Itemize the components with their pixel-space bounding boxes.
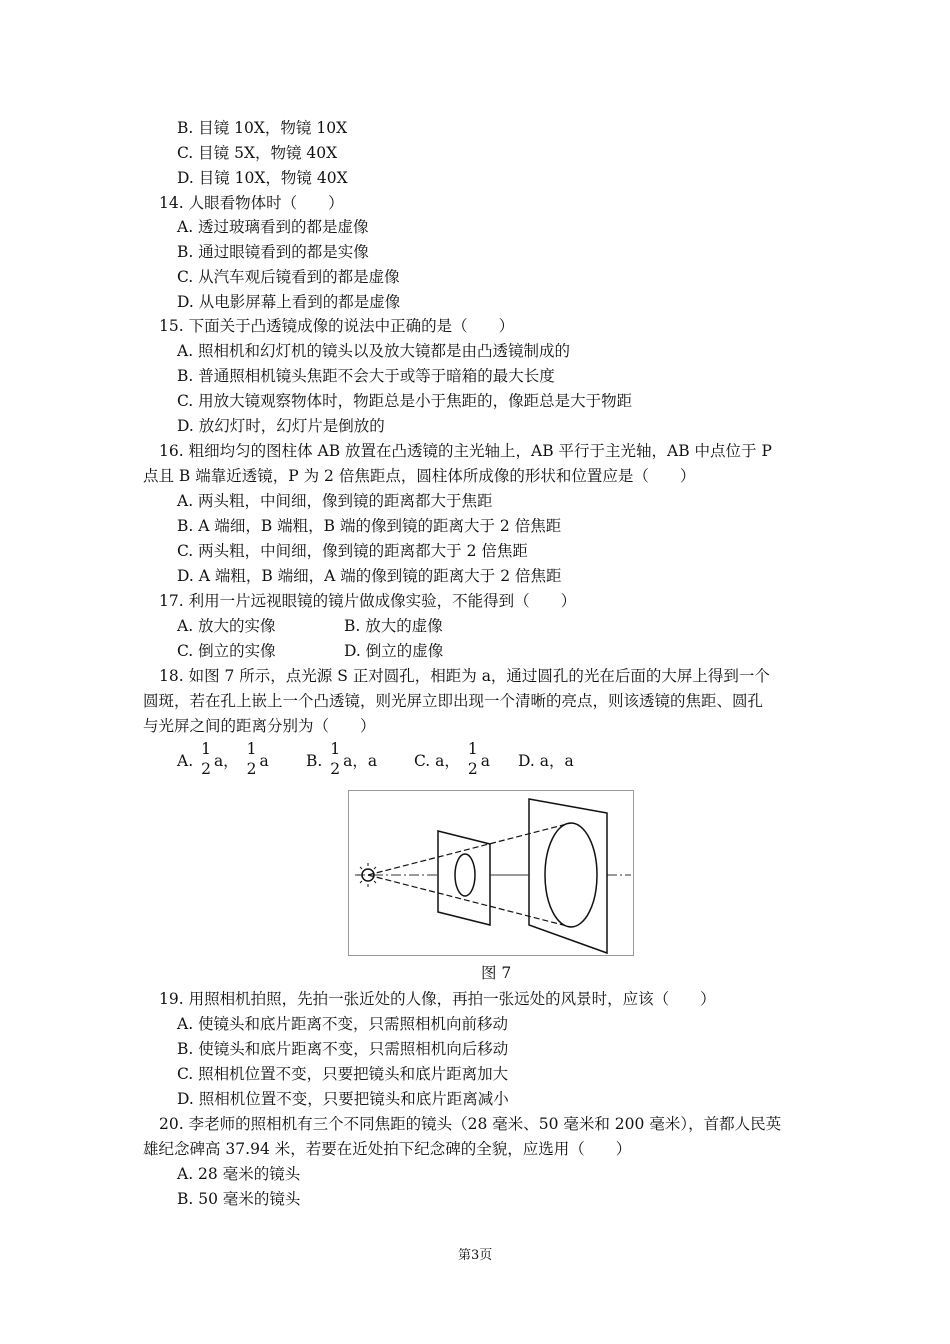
q16-option-d: D. A 端粗，B 端细，A 端的像到镜的距离大于 2 倍焦距 bbox=[177, 567, 562, 585]
q14-option-d: D. 从电影屏幕上看到的都是虚像 bbox=[177, 293, 401, 311]
q17-option-a: A. 放大的实像 bbox=[177, 617, 276, 635]
fraction-half: 1 2 bbox=[330, 740, 341, 778]
q20-stem-line2: 雄纪念碑高 37.94 米，若要在近处拍下纪念碑的全貌，应选用（ ） bbox=[143, 1140, 632, 1158]
fraction-half: 1 2 bbox=[246, 740, 257, 778]
q16-option-a: A. 两头粗，中间细，像到镜的距离都大于焦距 bbox=[177, 492, 493, 510]
fraction-half: 1 2 bbox=[467, 740, 478, 778]
q15-stem: 15. 下面关于凸透镜成像的说法中正确的是（ ） bbox=[159, 317, 515, 335]
q14-stem: 14. 人眼看物体时（ ） bbox=[159, 194, 344, 212]
q18-option-c: C. a， 1 2 a bbox=[414, 740, 490, 781]
q16-stem-line2: 点且 B 端靠近透镜，P 为 2 倍焦距点，圆柱体所成像的形状和位置应是（ ） bbox=[143, 467, 696, 485]
q17-stem: 17. 利用一片远视眼镜的镜片做成像实验，不能得到（ ） bbox=[159, 592, 577, 610]
figure-7 bbox=[348, 790, 634, 956]
q13-option-c: C. 目镜 5X，物镜 40X bbox=[177, 144, 338, 162]
q18-option-a: A. 1 2 a， 1 2 a bbox=[177, 740, 269, 781]
page-number: 第3页 bbox=[458, 1248, 493, 1263]
q18-option-d-label: D. a，a bbox=[518, 752, 574, 770]
q14-option-c: C. 从汽车观后镜看到的都是虚像 bbox=[177, 268, 400, 286]
q18-stem-line2: 圆斑，若在孔上嵌上一个凸透镜，则光屏立即出现一个清晰的亮点，则该透镜的焦距、圆孔 bbox=[143, 692, 764, 710]
q19-stem: 19. 用照相机拍照，先拍一张近处的人像，再拍一张远处的风景时，应该（ ） bbox=[159, 990, 716, 1008]
q17-option-b: B. 放大的虚像 bbox=[344, 617, 443, 635]
q19-option-c: C. 照相机位置不变，只要把镜头和底片距离加大 bbox=[177, 1065, 509, 1083]
q17-option-c: C. 倒立的实像 bbox=[177, 642, 276, 660]
q13-option-b: B. 目镜 10X，物镜 10X bbox=[177, 119, 348, 137]
q13-option-d: D. 目镜 10X，物镜 40X bbox=[177, 169, 348, 187]
q18-option-a-label: A. bbox=[177, 752, 194, 770]
q14-option-a: A. 透过玻璃看到的都是虚像 bbox=[177, 218, 369, 236]
q18-option-c-label: C. a， bbox=[414, 752, 460, 770]
fraction-half: 1 2 bbox=[201, 740, 211, 778]
q16-stem-line1: 16. 粗细均匀的图柱体 AB 放置在凸透镜的主光轴上，AB 平行于主光轴，AB 中点位于 P bbox=[159, 442, 772, 460]
q20-option-a: A. 28 毫米的镜头 bbox=[177, 1165, 301, 1183]
q18-stem-line1: 18. 如图 7 所示，点光源 S 正对圆孔，相距为 a，通过圆孔的光在后面的大屏上得到一个 bbox=[159, 667, 770, 685]
q20-option-b: B. 50 毫米的镜头 bbox=[177, 1190, 301, 1208]
q19-option-d: D. 照相机位置不变，只要把镜头和底片距离减小 bbox=[177, 1090, 509, 1108]
q14-option-b: B. 通过眼镜看到的都是实像 bbox=[177, 243, 369, 261]
q15-option-a: A. 照相机和幻灯机的镜头以及放大镜都是由凸透镜制成的 bbox=[177, 342, 571, 360]
screen bbox=[529, 799, 607, 953]
q15-option-b: B. 普通照相机镜头焦距不会大于或等于暗箱的最大长度 bbox=[177, 367, 555, 385]
q16-option-c: C. 两头粗，中间细，像到镜的距离都大于 2 倍焦距 bbox=[177, 542, 528, 560]
aperture-plate bbox=[438, 831, 490, 925]
q19-option-b: B. 使镜头和底片距离不变，只需照相机向后移动 bbox=[177, 1040, 509, 1058]
q18-option-d bbox=[518, 740, 574, 781]
q19-option-a: A. 使镜头和底片距离不变，只需照相机向前移动 bbox=[177, 1015, 509, 1033]
q18-stem-line3: 与光屏之间的距离分别为（ ） bbox=[143, 717, 376, 735]
q18-option-b-label: B. bbox=[306, 752, 323, 770]
q15-option-d: D. 放幻灯时，幻灯片是倒放的 bbox=[177, 417, 385, 435]
figure-7-drawing bbox=[349, 791, 633, 955]
q15-option-c: C. 用放大镜观察物体时，物距总是小于焦距的，像距总是大于物距 bbox=[177, 392, 633, 410]
q18-option-b: B. 1 2 a，a bbox=[306, 740, 377, 781]
q17-option-d: D. 倒立的虚像 bbox=[344, 642, 444, 660]
q20-stem-line1: 20. 李老师的照相机有三个不同焦距的镜头（28 毫米、50 毫米和 200 毫米），首都人民英 bbox=[159, 1115, 782, 1133]
q16-option-b: B. A 端细，B 端粗，B 端的像到镜的距离大于 2 倍焦距 bbox=[177, 517, 562, 535]
figure-7-caption: 图 7 bbox=[481, 964, 512, 982]
